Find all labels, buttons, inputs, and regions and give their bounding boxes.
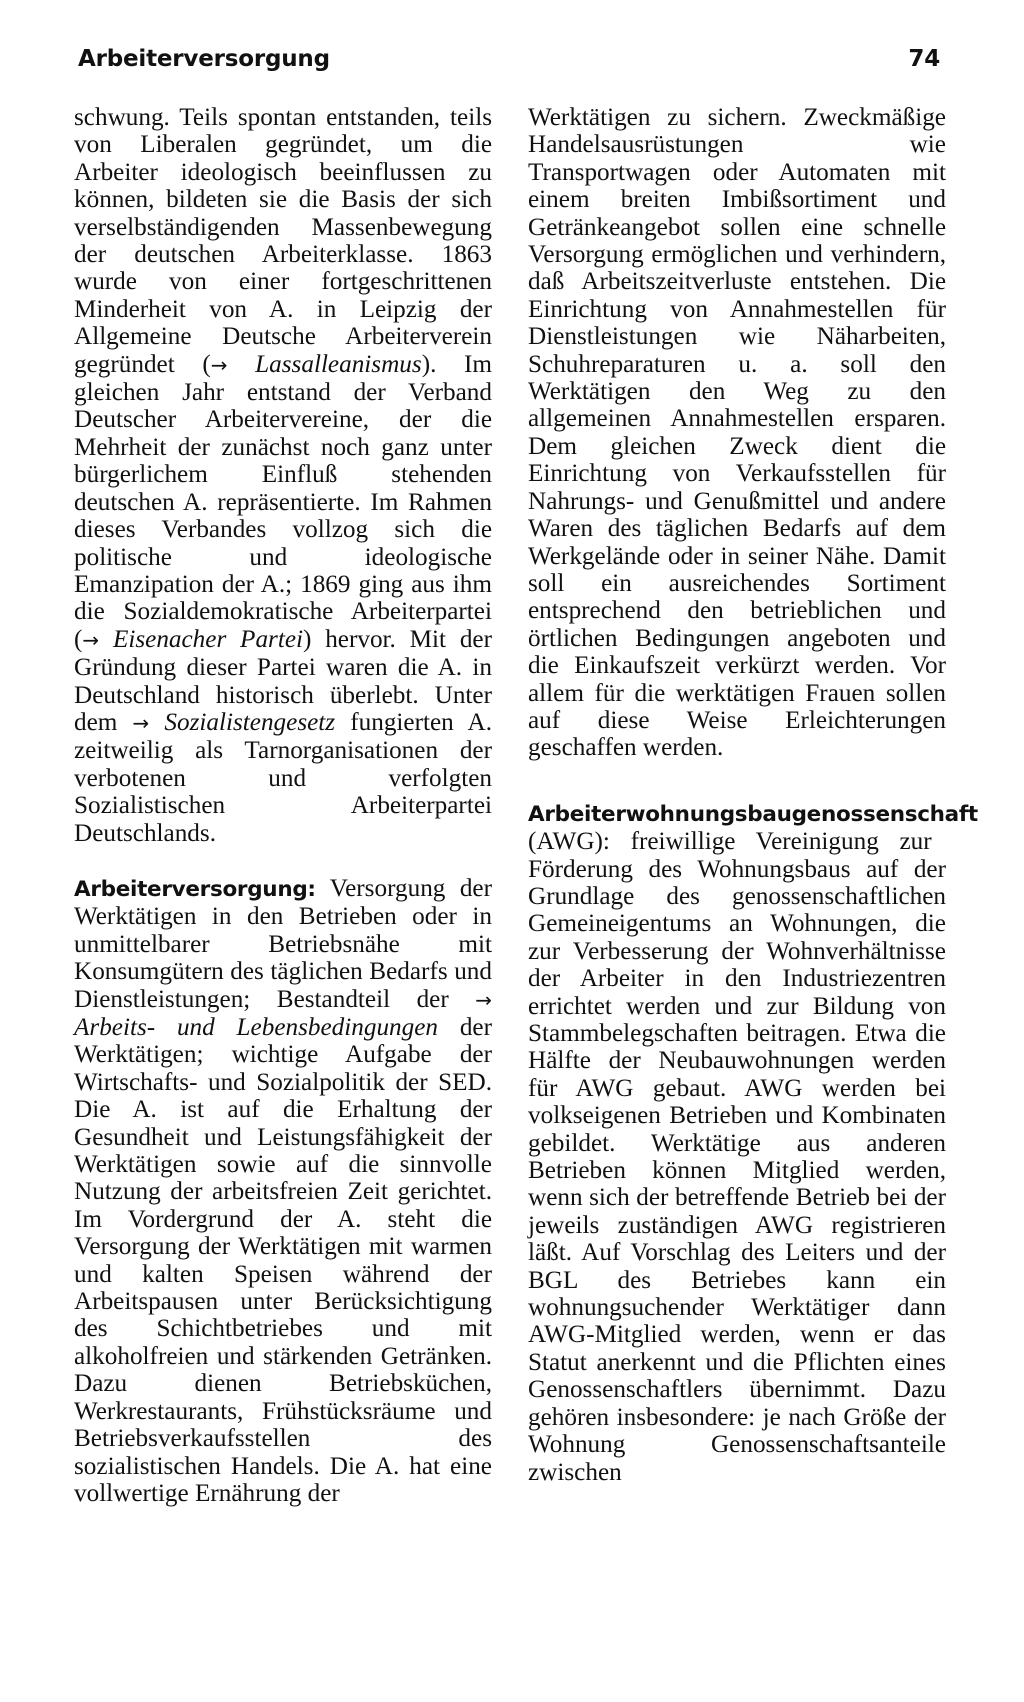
entry-continuation: Werktätigen zu sichern. Zweckmäßige Handelsausrüstungen wie Transportwagen oder Automaten mit einem breiten Imbißsortiment und Getränkeangebot sollen eine schnelle Versorgung ermöglichen und verhindern, daß Arbeitszeitverluste entstehen. Die Einrichtung von Annahmestellen für Dienstleistungen wie Näharbeiten, Schuhreparaturen u. a. soll den Werktätigen den Weg zu den allgemeinen Annahmestellen ersparen. Dem gleichen Zweck dient die Einrichtung von Verkaufsstellen für Nahrungs- und Genußmittel und andere Waren des täglichen Bedarfs auf dem Werkgelände oder in seiner Nähe. Damit soll ein ausreichendes Sortiment entsprechend den betrieblichen und örtlichen Bedingungen angeboten und die Einkaufszeit verkürzt werden. Vor allem für die werktätigen Frauen sollen auf diese Weise Erleichterungen geschaffen werden. [528,104,946,762]
reference-arrow-icon: → [475,987,492,1012]
reference-arrow-icon: → [132,710,150,735]
entry-text: Versorgung der Werktätigen in den Betrieben oder in unmittelbarer Betriebsnähe mit Konsumgütern des täglichen Bedarfs und Dienstleistungen; Bestandteil der [74,874,492,1013]
entry-text: ). Im gleichen Jahr entstand der Verband Deutscher Arbeitervereine, der die Mehrheit der zunächst noch ganz unter bürgerlichem Einfluß stehenden deutschen A. repräsentierte. Im Rahmen dieses Verbandes vollzog sich die politische und ideologische Emanzipation der A.; 1869 ging aus ihm die Sozialdemokratische Arbeiterpartei ( [74,350,492,653]
entry-text: schwung. Teils spontan entstanden, teils von Liberalen gegründet, um die Arbeiter ideologisch beeinflussen zu können, bildeten sie die Basis der sich verselbständigenden Massenbewegung der deutschen Arbeiterklasse. 1863 wurde von einer fortgeschrittenen Minderheit von A. in Leipzig der Allgemeine Deutsche Arbeiterverein gegründet ( [74,104,492,378]
reference-arrow-icon: → [82,627,100,652]
entry-text: ) hervor. Mit der Gründung dieser Partei waren die A. in Deutschland historisch überlebt. Unter dem [74,625,492,736]
entry-arbeiterversorgung [74,875,492,1507]
running-head-title: Arbeiterversorgung [78,46,330,72]
right-column [528,104,978,1486]
entry-headword: Arbeiterversorgung: [74,876,316,902]
entry-text: (AWG): freiwillige Vereinigung zur Förderung des Wohnungsbaus auf der Grundlage des genossenschaftlichen Gemeineigentums an Wohnungen, die zur Verbesserung der Wohnverhältnisse der Arbeiter in den Industriezentren errichtet werden und zur Bildung von Stammbelegschaften beitragen. Etwa die Hälfte der Neubauwohnungen werden für AWG gebaut. AWG werden bei volkseigenen Betrieben und Kombinaten gebildet. Werktätige aus anderen Betrieben können Mitglied werden, wenn sich der betreffende Betrieb bei der jeweils zuständigen AWG registrieren läßt. Auf Vorschlag des Leiters und der BGL des Betriebes kann ein wohnungsuchender Werktätiger dann AWG-Mitglied werden, wenn er das Statut anerkennt und die Pflichten eines Genossenschaftlers übernimmt. Dazu gehören insbesondere: je nach Größe der Wohnung Genossenschaftsanteile zwischen [528,828,946,1486]
page-number: 74 [908,46,940,72]
left-column [74,104,492,1507]
entry-text: fungierten A. zeitweilig als Tarnorganisationen der verbotenen und verfolgten Sozialistischen Arbeiterpartei Deutschlands. [74,708,492,847]
running-head [78,46,940,72]
entry-arbeiterwohnungsbaugenossenschaft [528,800,978,1486]
cross-reference-sozialistengesetz[interactable]: Sozialistengesetz [164,708,336,736]
reference-arrow-icon: → [210,352,228,377]
entry-headword: Arbeiterwohnungsbaugenossenschaft [528,801,978,827]
cross-reference-eisenacher-partei[interactable]: Eisenacher Partei [112,625,304,653]
cross-reference-lassalleanismus[interactable]: Lassalleanismus [255,350,422,378]
entry-continuation [74,104,492,847]
entry-text: der Werktätigen; wichtige Aufgabe der Wirtschafts- und Sozialpolitik der SED. Die A. ist auf die Erhaltung der Gesundheit und Leistungsfähigkeit der Werktätigen sowie auf die sinnvolle Nutzung der arbeitsfreien Zeit gerichtet. Im Vordergrund der A. steht die Versorgung der Werktätigen mit warmen und kalten Speisen während der Arbeitspausen unter Berücksichtigung des Schichtbetriebes und mit alkoholfreien und stärkenden Getränken. Dazu dienen Betriebsküchen, Werkrestaurants, Frühstücksräume und Betriebsverkaufsstellen des sozialistischen Handels. Die A. hat eine vollwertige Ernährung der [74,1014,492,1507]
cross-reference-arbeits-und-lebensbedingungen[interactable]: Arbeits- und Lebensbedingungen [74,1014,439,1041]
